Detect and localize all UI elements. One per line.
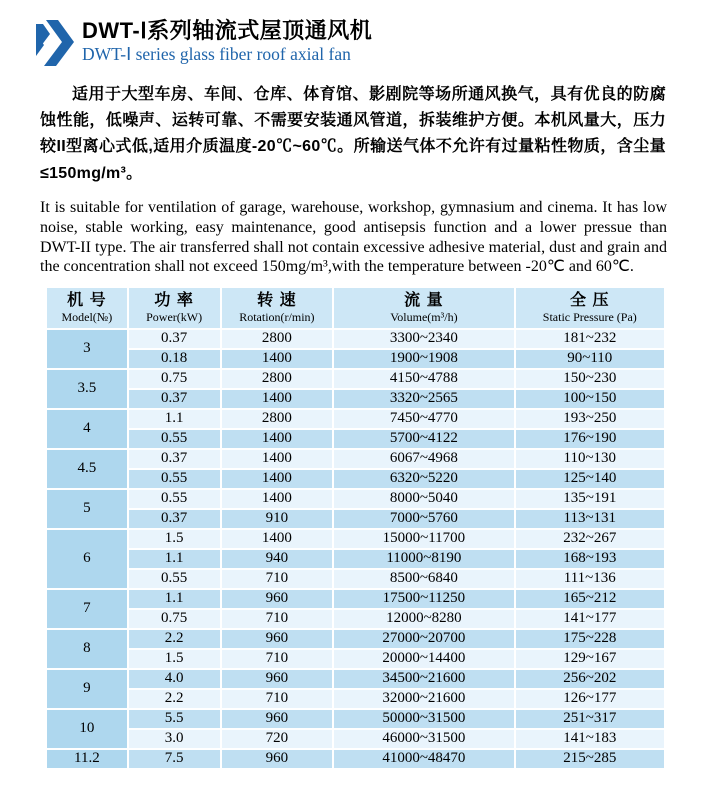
column-header-en: Model(№) [61, 309, 113, 324]
data-cell: 0.37 [128, 389, 221, 409]
model-cell: 10 [46, 709, 128, 749]
table-row [46, 349, 665, 369]
table-row [46, 589, 665, 609]
data-cell: 0.37 [128, 329, 221, 349]
page-header [36, 18, 704, 68]
column-header-zh: 机 号 [67, 292, 107, 310]
data-cell: 90~110 [515, 349, 665, 369]
data-cell: 1400 [221, 529, 334, 549]
data-cell: 4150~4788 [333, 369, 514, 389]
description-paragraph-zh: 适用于大型车房、车间、仓库、体育馆、影剧院等场所通风换气，具有优良的防腐蚀性能，低噪声、运转可靠、不需要安装通风管道，拆装维护方便。本机风量大，压力较II型离心式低,适用介质温度-20℃~60℃。所输送气体不允许有过量粘性物质，含尘量≤150mg/m³。 [40, 86, 666, 182]
column-header-3 [333, 287, 514, 329]
column-header-en: Power(kW) [146, 309, 203, 324]
data-cell: 141~177 [515, 609, 665, 629]
data-cell: 1400 [221, 469, 334, 489]
data-cell: 251~317 [515, 709, 665, 729]
data-cell: 232~267 [515, 529, 665, 549]
data-cell: 175~228 [515, 629, 665, 649]
data-cell: 1.1 [128, 549, 221, 569]
model-cell: 11.2 [46, 749, 128, 769]
table-row [46, 569, 665, 589]
data-cell: 0.37 [128, 449, 221, 469]
data-cell: 20000~14400 [333, 649, 514, 669]
data-cell: 8000~5040 [333, 489, 514, 509]
data-cell: 34500~21600 [333, 669, 514, 689]
data-cell: 181~232 [515, 329, 665, 349]
data-cell: 110~130 [515, 449, 665, 469]
data-cell: 710 [221, 569, 334, 589]
data-cell: 5.5 [128, 709, 221, 729]
model-cell: 3 [46, 329, 128, 369]
model-cell: 7 [46, 589, 128, 629]
data-cell: 111~136 [515, 569, 665, 589]
data-cell: 168~193 [515, 549, 665, 569]
data-cell: 165~212 [515, 589, 665, 609]
table-row [46, 449, 665, 469]
data-cell: 1400 [221, 389, 334, 409]
column-header-en: Rotation(r/min) [239, 309, 315, 324]
data-cell: 1.5 [128, 649, 221, 669]
data-cell: 215~285 [515, 749, 665, 769]
page-title-zh: DWT-Ⅰ系列轴流式屋顶通风机 [82, 18, 373, 43]
model-cell: 3.5 [46, 369, 128, 409]
data-cell: 129~167 [515, 649, 665, 669]
column-header-2 [221, 287, 334, 329]
table-row [46, 429, 665, 449]
data-cell: 3320~2565 [333, 389, 514, 409]
data-cell: 113~131 [515, 509, 665, 529]
spec-table [45, 286, 666, 770]
data-cell: 11000~8190 [333, 549, 514, 569]
table-row [46, 369, 665, 389]
data-cell: 960 [221, 749, 334, 769]
table-row [46, 749, 665, 769]
model-cell: 5 [46, 489, 128, 529]
data-cell: 3300~2340 [333, 329, 514, 349]
model-cell: 4 [46, 409, 128, 449]
data-cell: 17500~11250 [333, 589, 514, 609]
data-cell: 1.1 [128, 409, 221, 429]
data-cell: 0.75 [128, 369, 221, 389]
column-header-4 [515, 287, 665, 329]
data-cell: 193~250 [515, 409, 665, 429]
data-cell: 960 [221, 709, 334, 729]
data-cell: 150~230 [515, 369, 665, 389]
data-cell: 50000~31500 [333, 709, 514, 729]
data-cell: 2800 [221, 369, 334, 389]
data-cell: 7.5 [128, 749, 221, 769]
data-cell: 1900~1908 [333, 349, 514, 369]
data-cell: 960 [221, 589, 334, 609]
column-header-1 [128, 287, 221, 329]
data-cell: 135~191 [515, 489, 665, 509]
table-row [46, 509, 665, 529]
data-cell: 1400 [221, 489, 334, 509]
spec-table-head [46, 287, 665, 329]
data-cell: 1400 [221, 429, 334, 449]
data-cell: 1400 [221, 349, 334, 369]
data-cell: 1.5 [128, 529, 221, 549]
data-cell: 0.75 [128, 609, 221, 629]
table-row [46, 389, 665, 409]
table-row [46, 409, 665, 429]
column-header-zh: 全 压 [570, 292, 610, 310]
data-cell: 5700~4122 [333, 429, 514, 449]
data-cell: 6320~5220 [333, 469, 514, 489]
model-cell: 8 [46, 629, 128, 669]
data-cell: 910 [221, 509, 334, 529]
data-cell: 8500~6840 [333, 569, 514, 589]
column-header-0 [46, 287, 128, 329]
data-cell: 1400 [221, 449, 334, 469]
table-row [46, 549, 665, 569]
data-cell: 4.0 [128, 669, 221, 689]
data-cell: 3.0 [128, 729, 221, 749]
data-cell: 2.2 [128, 629, 221, 649]
data-cell: 720 [221, 729, 334, 749]
data-cell: 46000~31500 [333, 729, 514, 749]
data-cell: 6067~4968 [333, 449, 514, 469]
table-row [46, 329, 665, 349]
title-block [82, 18, 372, 65]
table-row [46, 689, 665, 709]
data-cell: 15000~11700 [333, 529, 514, 549]
data-cell: 2800 [221, 409, 334, 429]
data-cell: 0.55 [128, 469, 221, 489]
data-cell: 32000~21600 [333, 689, 514, 709]
model-cell: 9 [46, 669, 128, 709]
data-cell: 126~177 [515, 689, 665, 709]
table-row [46, 489, 665, 509]
data-cell: 1.1 [128, 589, 221, 609]
data-cell: 0.55 [128, 429, 221, 449]
table-row [46, 669, 665, 689]
data-cell: 710 [221, 689, 334, 709]
column-header-zh: 转 速 [257, 292, 297, 310]
data-cell: 0.55 [128, 489, 221, 509]
data-cell: 176~190 [515, 429, 665, 449]
data-cell: 27000~20700 [333, 629, 514, 649]
column-header-en: Volume(m³/h) [390, 309, 458, 324]
table-row [46, 529, 665, 549]
spec-table-body [46, 329, 665, 769]
data-cell: 960 [221, 629, 334, 649]
data-cell: 125~140 [515, 469, 665, 489]
data-cell: 2800 [221, 329, 334, 349]
data-cell: 0.37 [128, 509, 221, 529]
table-row [46, 609, 665, 629]
data-cell: 940 [221, 549, 334, 569]
description-paragraph-en: It is suitable for ventilation of garage, warehouse, workshop, gymnasium and cinema. It has low noise, stable working, easy maintenance, good antisepsis function and a lower pressue than DWT-II type. The air transferred shall not contain excessive adhesive material, dust and grain and the concentration shall not exceed 150mg/m³,with the temperature between -20℃ and 60℃. [40, 198, 667, 276]
table-row [46, 629, 665, 649]
model-cell: 6 [46, 529, 128, 589]
catalog-page [0, 18, 704, 801]
data-cell: 100~150 [515, 389, 665, 409]
column-header-en: Static Pressure (Pa) [542, 309, 637, 324]
table-row [46, 469, 665, 489]
data-cell: 960 [221, 669, 334, 689]
data-cell: 710 [221, 649, 334, 669]
table-row [46, 649, 665, 669]
column-header-zh: 功 率 [154, 292, 194, 310]
data-cell: 12000~8280 [333, 609, 514, 629]
data-cell: 7450~4770 [333, 409, 514, 429]
data-cell: 256~202 [515, 669, 665, 689]
column-header-zh: 流 量 [404, 292, 444, 310]
data-cell: 41000~48470 [333, 749, 514, 769]
table-row [46, 729, 665, 749]
data-cell: 7000~5760 [333, 509, 514, 529]
page-title-en: DWT-Ⅰ series glass fiber roof axial fan [82, 44, 351, 65]
data-cell: 141~183 [515, 729, 665, 749]
model-cell: 4.5 [46, 449, 128, 489]
data-cell: 710 [221, 609, 334, 629]
header-row [46, 287, 665, 329]
data-cell: 0.18 [128, 349, 221, 369]
table-row [46, 709, 665, 729]
data-cell: 0.55 [128, 569, 221, 589]
data-cell: 2.2 [128, 689, 221, 709]
double-chevron-icon [36, 18, 76, 68]
